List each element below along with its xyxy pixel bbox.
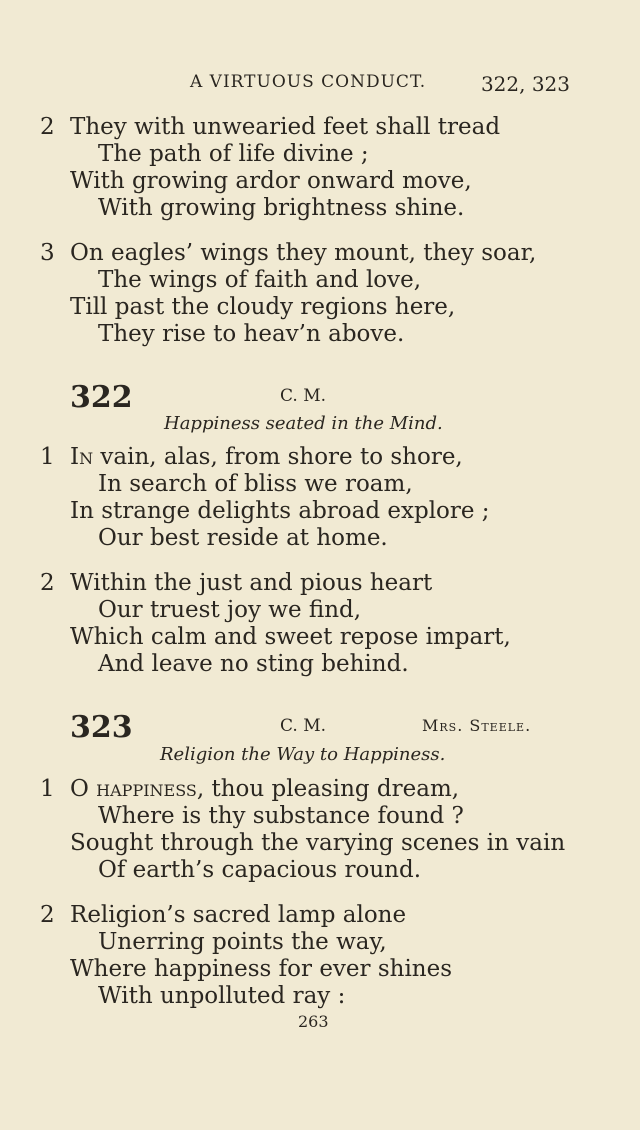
verse-line: Within the just and pious heart xyxy=(70,570,433,596)
verse-line: Our truest joy we find, xyxy=(98,597,362,623)
verse-line: The wings of faith and love, xyxy=(98,267,422,293)
header-hymn-numbers: 322, 323 xyxy=(480,72,570,96)
verse-line: Sought through the varying scenes in vain xyxy=(70,830,566,856)
stanza-number: 3 xyxy=(40,240,55,266)
verse-line: With growing ardor onward move, xyxy=(70,168,472,194)
hymn-author: Mrs. Steele. xyxy=(422,716,532,735)
stanza-number: 2 xyxy=(40,570,55,596)
verse-line: On eagles’ wings they mount, they soar, xyxy=(70,240,537,266)
verse-line: With unpolluted ray : xyxy=(98,983,346,1009)
hymn-number: 323 xyxy=(70,710,133,745)
hymn-322-title: Happiness seated in the Mind. xyxy=(164,413,443,434)
hymn-number: 322 xyxy=(70,380,133,415)
verse-line xyxy=(40,776,565,803)
running-header xyxy=(190,72,570,96)
verse-line: Our best reside at home. xyxy=(98,525,388,551)
stanza-number: 1 xyxy=(40,444,55,470)
hymn-322-heading xyxy=(70,380,570,415)
hymn-323-heading xyxy=(70,710,570,745)
stanza-prev-3 xyxy=(40,240,536,348)
stanza-prev-2 xyxy=(40,114,500,222)
running-title: A VIRTUOUS CONDUCT. xyxy=(190,72,427,92)
stanza-number: 2 xyxy=(40,114,55,140)
stanza-number: 2 xyxy=(40,902,55,928)
stanza-number: 1 xyxy=(40,776,55,802)
hymn-323-stanza-2 xyxy=(40,902,452,1010)
hymn-meter: C. M. xyxy=(280,386,327,406)
hymn-322-stanza-1 xyxy=(40,444,490,552)
verse-first-word: O happiness, xyxy=(70,776,205,802)
verse-line: Till past the cloudy regions here, xyxy=(70,294,456,320)
verse-line: Which calm and sweet repose impart, xyxy=(70,624,511,650)
verse-line: They rise to heav’n above. xyxy=(98,321,405,347)
verse-line: In strange delights abroad explore ; xyxy=(70,498,490,524)
verse-line: And leave no sting behind. xyxy=(98,651,409,677)
verse-line-rest: vain, alas, from shore to shore, xyxy=(93,444,463,470)
verse-line: Religion’s sacred lamp alone xyxy=(70,902,407,928)
verse-line xyxy=(40,444,490,471)
hymn-meter: C. M. xyxy=(280,716,327,736)
hymn-322-stanza-2 xyxy=(40,570,511,678)
hymn-323-stanza-1 xyxy=(40,776,565,884)
page-number: 263 xyxy=(298,1012,329,1031)
verse-line-rest: thou pleasing dream, xyxy=(204,776,460,802)
verse-line: They with unwearied feet shall tread xyxy=(70,114,501,140)
verse-line: Where happiness for ever shines xyxy=(70,956,453,982)
verse-line: Unerring points the way, xyxy=(98,929,387,955)
verse-line: Where is thy substance found ? xyxy=(98,803,464,829)
verse-line: With growing brightness shine. xyxy=(98,195,465,221)
verse-first-word: In xyxy=(70,444,94,470)
hymn-323-title: Religion the Way to Happiness. xyxy=(160,744,446,765)
verse-line: Of earth’s capacious round. xyxy=(98,857,422,883)
verse-line: The path of life divine ; xyxy=(98,141,369,167)
verse-line: In search of bliss we roam, xyxy=(98,471,413,497)
